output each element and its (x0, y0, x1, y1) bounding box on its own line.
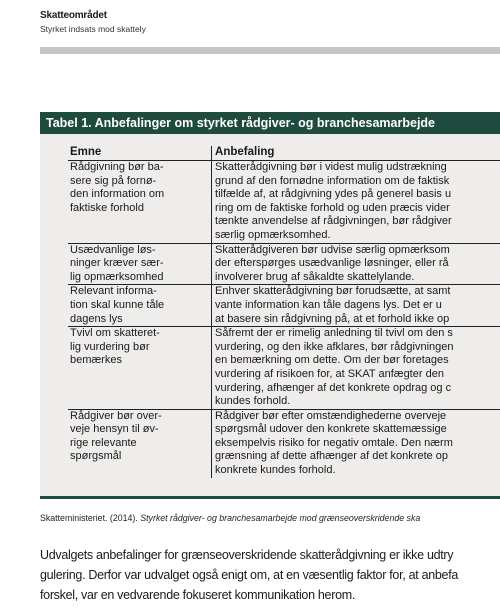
row-topic: Rådgiver bør over- veje hensyn til øv- rige relevante spørgsmål (70, 409, 162, 463)
row-recommendation: Såfremt der er rimelig anledning til tvivl om den s vurdering, og den ikke afklares, bør rådgivningen en bemærkning om dette. Om der bør foretages vurdering af risikoen for, at SKAT anfægter den vurdering, afhænger af det konkrete opdrag og c kundes forhold. (212, 327, 500, 410)
section-subtitle: Styrket indsats mod skattely (40, 24, 146, 34)
recommendations-table (68, 146, 500, 478)
row-recommendation: Skatterådgiveren bør udvise særlig opmærksom der efterspørges usædvanlige løsninger, eller rå involverer brug af såkaldte skattelylande. (212, 243, 500, 285)
source-prefix: Skatteministeriet. (2014). (40, 513, 141, 523)
row-recommendation: Rådgiver bør efter omstændighederne overveje spørgsmål udover den konkrete skattemæssige eksempelvis risiko for negativ omtale. Den nærm grænsning af dette afhænger af det konkrete op konkrete kundes forhold. (212, 409, 500, 477)
column-header-recommendation: Anbefaling (212, 146, 500, 161)
row-recommendation: Skatterådgivning bør i videst mulig udstrækning grund af den fornødne information om de faktisk tilfælde af, at rådgivning ydes på generel basis u ring om de faktiske forhold og uden præcis vider tænkte anvendelse af rådgivningen, bør rådgiver særlig opmærksomhed. (212, 161, 500, 244)
row-topic: Relevant informa- tion skal kunne tåle dagens lys (68, 285, 212, 327)
table-title: Tabel 1. Anbefalinger om styrket rådgiver- og branchesamarbejde (40, 112, 500, 134)
body-line: Udvalgets anbefalinger for grænseoverskridende skatterådgivning er ikke udtry (40, 548, 454, 562)
body-line: gulering. Derfor var udvalget også enigt om, at en væsentlig faktor for, at anbefa (40, 568, 459, 582)
recommendations-table-box (40, 112, 500, 498)
table-row (68, 409, 500, 477)
header-divider (40, 47, 500, 54)
table-source (40, 513, 420, 523)
table-bottom-rule (40, 496, 500, 499)
row-topic: Tvivl om skatteret- lig vurdering bør bemærkes (68, 327, 212, 410)
table-row (68, 285, 500, 327)
source-title: Styrket rådgiver- og branchesamarbejde mod grænseoverskridende ska (140, 513, 421, 523)
body-line: forskel, var en vedvarende fokuseret kommunikation herom. (40, 588, 356, 602)
row-topic: Rådgivning bør ba- sere sig på fornø- den information om faktiske forhold (68, 161, 212, 244)
column-header-topic: Emne (68, 146, 212, 161)
table-row (68, 243, 500, 285)
table-row (68, 161, 500, 244)
row-recommendation: Enhver skatterådgivning bør forudsætte, at samt vante information kan tåle dagens lys. Det er u at basere sin rådgivning på, at et forhold ikke op (212, 285, 500, 327)
body-paragraph (40, 545, 500, 605)
row-topic: Usædvanlige løs- ninger kræver sær- lig opmærksomhed (68, 243, 212, 285)
section-title: Skatteområdet (40, 10, 107, 21)
table-row (68, 327, 500, 410)
